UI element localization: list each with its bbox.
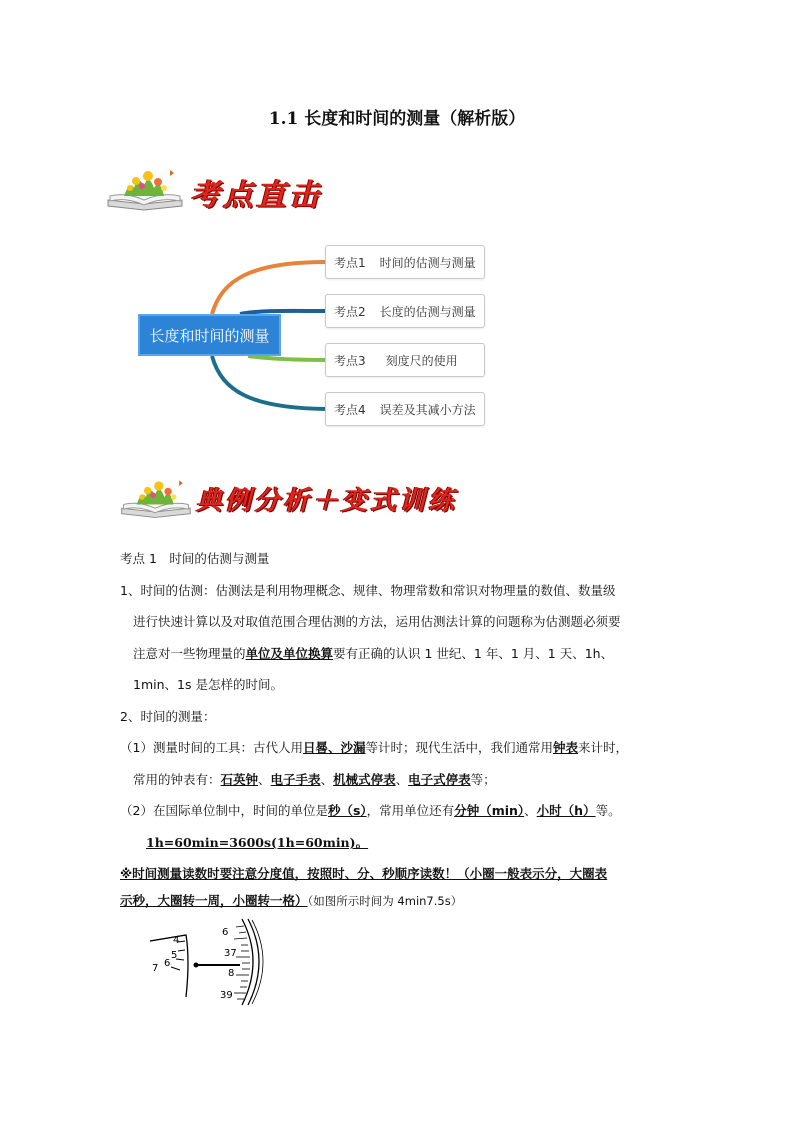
branch-number: 考点2 (334, 304, 366, 319)
minute-tick-label: 7 (152, 963, 159, 974)
key-term: 机械式停表 (333, 772, 396, 787)
paragraph-line: 2、时间的测量： (120, 709, 216, 724)
second-tick-label: 8 (228, 968, 235, 979)
mindmap-center-label: 长度和时间的测量 (149, 326, 270, 345)
paragraph-line (120, 795, 621, 827)
second-tick-label: 6 (222, 927, 229, 938)
paragraph-line: 1、时间的估测：估测法是利用物理概念、规律、物理常数和常识对物理量的数值、数量级 (120, 583, 616, 598)
text-run: 来计时， (578, 740, 629, 755)
key-term: 电子式停表 (408, 772, 471, 787)
key-term: 电子手表 (270, 772, 321, 787)
branch-label: 长度的估测与测量 (379, 304, 476, 319)
text-run: （2）在国际单位制中，时间的单位是 (120, 803, 328, 818)
key-term: 钟表 (553, 740, 579, 755)
text-run: 、 (524, 803, 537, 818)
section-heading-examples: 典例分析＋变式训练 (196, 486, 458, 516)
key-term: 单位及单位换算 (245, 646, 334, 661)
text-run: 注意对一些物理量的 (133, 646, 246, 661)
text-run: 等计时；现代生活中，我们通常用 (365, 740, 553, 755)
paragraph-line (133, 764, 496, 796)
key-term: 分钟（min） (454, 803, 525, 818)
text-run: （1）测量时间的工具：古代人用 (120, 740, 303, 755)
branch-number: 考点1 (334, 255, 366, 270)
unit-conversion-text: 1h=60min=3600s(1h=60min)。 (146, 835, 369, 850)
text-run: 常用的钟表有： (133, 772, 221, 787)
minute-tick-label: 5 (171, 950, 178, 961)
text-run: 等。 (595, 803, 621, 818)
second-tick-label: 37 (224, 948, 237, 959)
key-term: 石英钟 (220, 772, 259, 787)
text-run: 、 (395, 772, 409, 787)
branch-number: 考点4 (334, 402, 366, 417)
minute-tick-label: 6 (164, 958, 171, 969)
second-dial-arc (242, 919, 253, 1005)
paragraph-line (133, 638, 613, 670)
topic-heading: 考点 1 时间的估测与测量 (120, 551, 270, 566)
key-term: 秒（s） (327, 803, 367, 818)
branch-label: 误差及其减小方法 (379, 402, 476, 417)
text-run: 、 (320, 772, 334, 787)
text-run: 要有正确的认识 1 世纪、1 年、1 月、1 天、1h、 (333, 646, 614, 661)
stopwatch-diagram (138, 915, 268, 1007)
branch-label: 刻度尺的使用 (385, 353, 458, 368)
branch-number: 考点3 (334, 353, 366, 368)
text-run: ，常用单位还有 (366, 803, 455, 818)
branch-label: 时间的估测与测量 (379, 255, 476, 270)
minute-tick-label: 4 (173, 935, 180, 946)
note-caption: （如图所示时间为 4min7.5s） (307, 894, 463, 908)
paragraph-line: 进行快速计算以及对取值范围合理估测的方法，运用估测法计算的问题称为估测题必须要 (133, 614, 621, 629)
note-text: 示秒，大圈转一周，小圈转一格） (120, 893, 308, 908)
text-run: 等； (470, 772, 496, 787)
text-run: 、 (258, 772, 271, 787)
paragraph-line (120, 732, 628, 764)
stopwatch-pivot (194, 963, 199, 968)
key-term: 小时（h） (536, 803, 596, 818)
section-heading-exam-points: 考点直击 (190, 178, 322, 213)
key-term: 日晷、沙漏 (302, 740, 366, 755)
note-line (120, 885, 462, 917)
unit-conversion (146, 827, 368, 859)
paragraph-line: 1min、1s 是怎样的时间。 (133, 677, 283, 692)
note-text: ※时间测量读数时要注意分度值，按照时、分、秒顺序读数！（小圈一般表示分，大圈表 (120, 866, 608, 881)
page-title: 1.1 长度和时间的测量（解析版） (268, 109, 526, 129)
second-tick-label: 39 (220, 990, 233, 1001)
